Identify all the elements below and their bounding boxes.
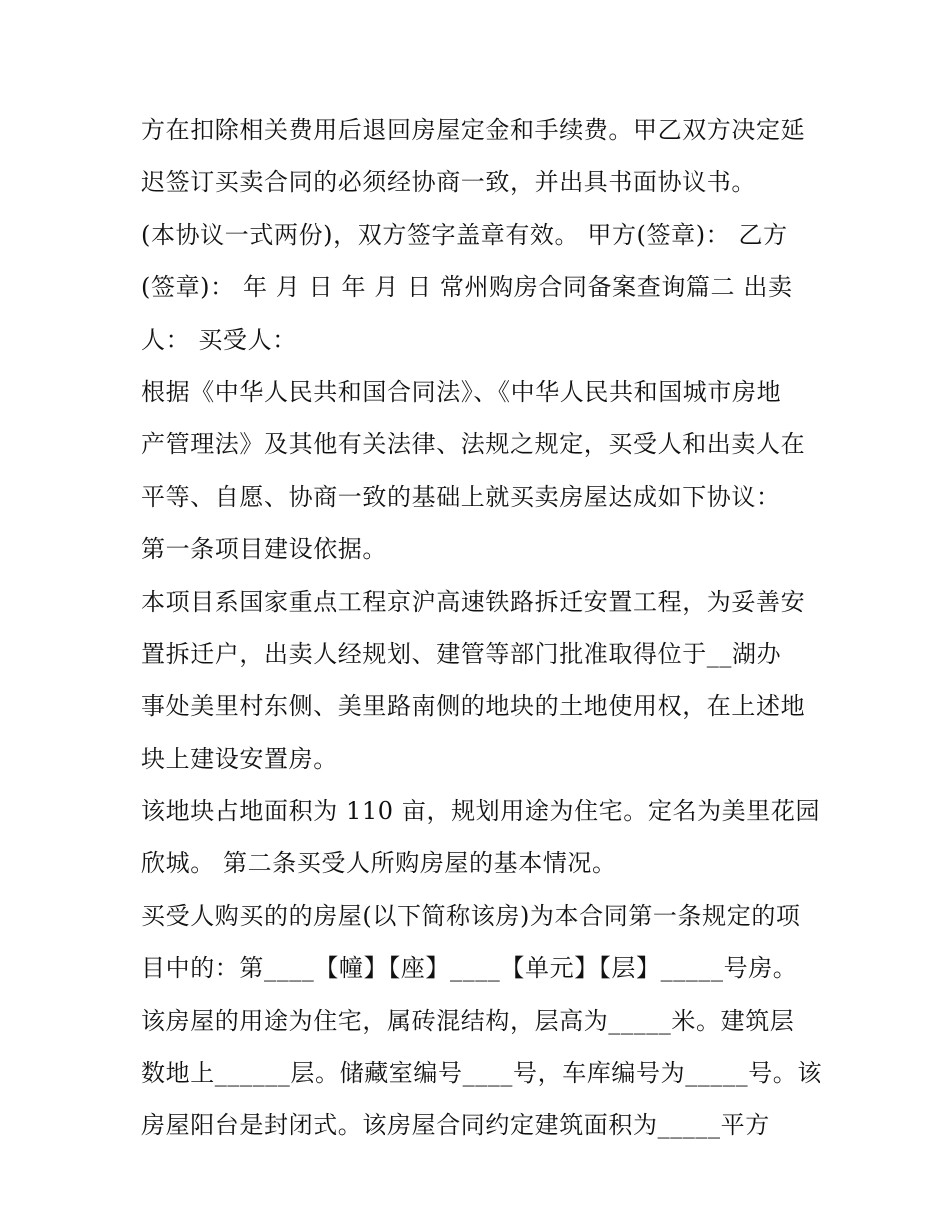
text-line: 数地上______层。储藏室编号____号，车库编号为_____号。该 — [141, 1059, 822, 1088]
text-line: 买受人购买的的房屋(以下简称该房)为本合同第一条规定的项 — [141, 901, 801, 930]
text-line: 目中的：第____【幢】【座】____【单元】【层】_____号房。 — [141, 954, 798, 983]
text-line: 欣城。 第二条买受人所购房屋的基本情况。 — [141, 849, 617, 878]
text-line: 根据《中华人民共和国合同法》、《中华人民共和国城市房地 — [141, 377, 782, 406]
text-line: 第一条项目建设依据。 — [141, 535, 387, 564]
text-line: 方在扣除相关费用后退回房屋定金和手续费。甲乙双方决定延 — [141, 116, 806, 144]
text-line: 该地块占地面积为 110 亩，规划用途为住宅。定名为美里花园 — [141, 797, 821, 826]
text-line: 该房屋的用途为住宅，属砖混结构，层高为_____米。建筑层 — [141, 1006, 795, 1035]
text-line: (签章)： 年 月 日 年 月 日 常州购房合同备案查询篇二 出卖 — [141, 273, 793, 302]
text-line: 迟签订买卖合同的必须经协商一致，并出具书面协议书。 — [141, 168, 756, 197]
text-line: 人： 买受人： — [141, 325, 297, 354]
text-line: 置拆迁户，出卖人经规划、建管等部门批准取得位于__湖办 — [141, 639, 782, 668]
text-line: 事处美里村东侧、美里路南侧的地块的土地使用权，在上述地 — [141, 692, 806, 721]
text-line: 产管理法》及其他有关法律、法规之规定，买受人和出卖人在 — [141, 430, 806, 459]
text-line: 本项目系国家重点工程京沪高速铁路拆迁安置工程，为妥善安 — [141, 587, 806, 616]
text-line: (本协议一式两份)，双方签字盖章有效。 甲方(签章)： 乙方 — [141, 220, 788, 249]
text-line: 平等、自愿、协商一致的基础上就买卖房屋达成如下协议： — [141, 482, 781, 511]
text-line: 房屋阳台是封闭式。该房屋合同约定建筑面积为_____平方 — [141, 1111, 770, 1140]
text-line: 块上建设安置房。 — [141, 744, 338, 773]
contract-body-text — [141, 104, 821, 1152]
